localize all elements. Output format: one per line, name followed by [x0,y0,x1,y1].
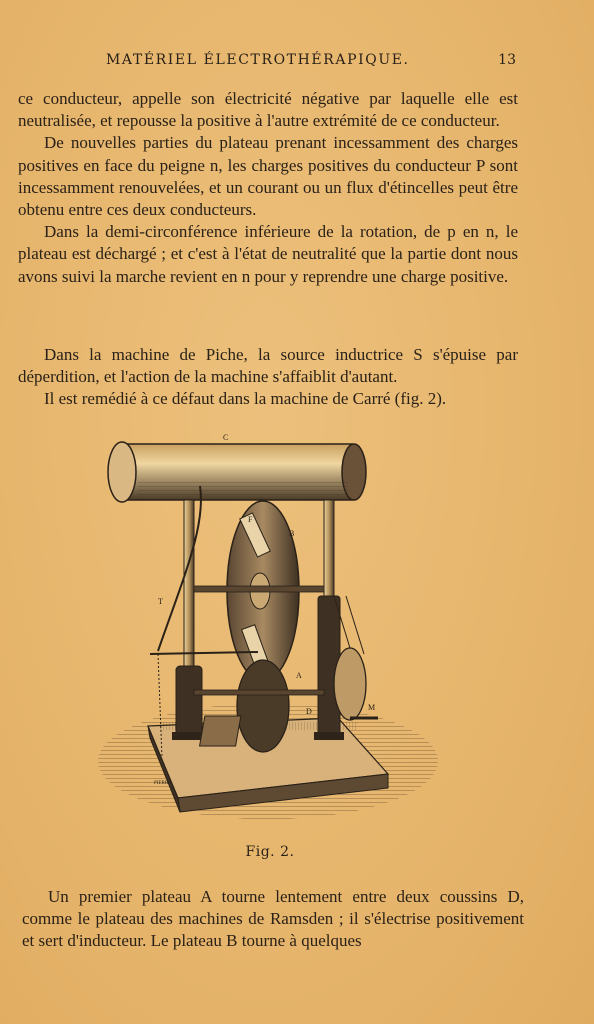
conductor-cylinder [108,442,366,502]
label-t: T [158,597,163,606]
running-head [0,52,594,72]
page-number: 13 [498,52,516,68]
paragraph: ce conducteur, appelle son électricité négative par laquelle elle est neutralisée, et repousse la positive à l'autre extrémité de ce conducteur. [18,89,518,131]
running-head-title: MATÉRIEL ÉLECTROTHÉRAPIQUE. [106,52,410,68]
text-block-bottom [22,886,524,953]
label-b: B [289,529,295,538]
paragraph: Il est remédié à ce défaut dans la machine de Carré (fig. 2). [44,389,447,409]
text-block-top [18,88,518,288]
text-block-middle [18,344,518,411]
plate-a [200,660,289,752]
label-m: M [368,703,376,712]
paragraph: De nouvelles parties du plateau prenant incessamment des charges positives en face du peigne n, les charges positives du conducteur P sont incessamment renouvelées, et un courant ou un flux d'étincelles peut être obtenu entre ces deux conducteurs. [18,133,518,220]
paragraph: Dans la machine de Piche, la source inductrice S s'épuise par déperdition, et l'action de la machine s'affaiblit d'autant. [18,345,518,387]
paragraph: Un premier plateau A tourne lentement entre deux coussins D, comme le plateau des machines de Ramsden ; il s'électrise positivement et sert d'inducteur. Le plateau B tourne à quelques [22,887,524,951]
label-d: D [306,707,312,716]
figure-caption: Fig. 2. [245,844,295,860]
engraver-signature: PIERRE [154,781,172,786]
left-column [172,500,206,740]
paragraph: Dans la demi-circonférence inférieure de la rotation, de p en n, le plateau est déchargé ; et c'est à l'état de neutralité que la partie dont nous avons suivi la marche revient en n pour y reprendre une charge positive. [18,222,518,286]
crank-wheel [334,596,378,720]
label-f: F [248,515,253,524]
label-c: C [223,433,229,442]
label-a: A [296,671,302,680]
figure-carre-machine [88,426,438,826]
